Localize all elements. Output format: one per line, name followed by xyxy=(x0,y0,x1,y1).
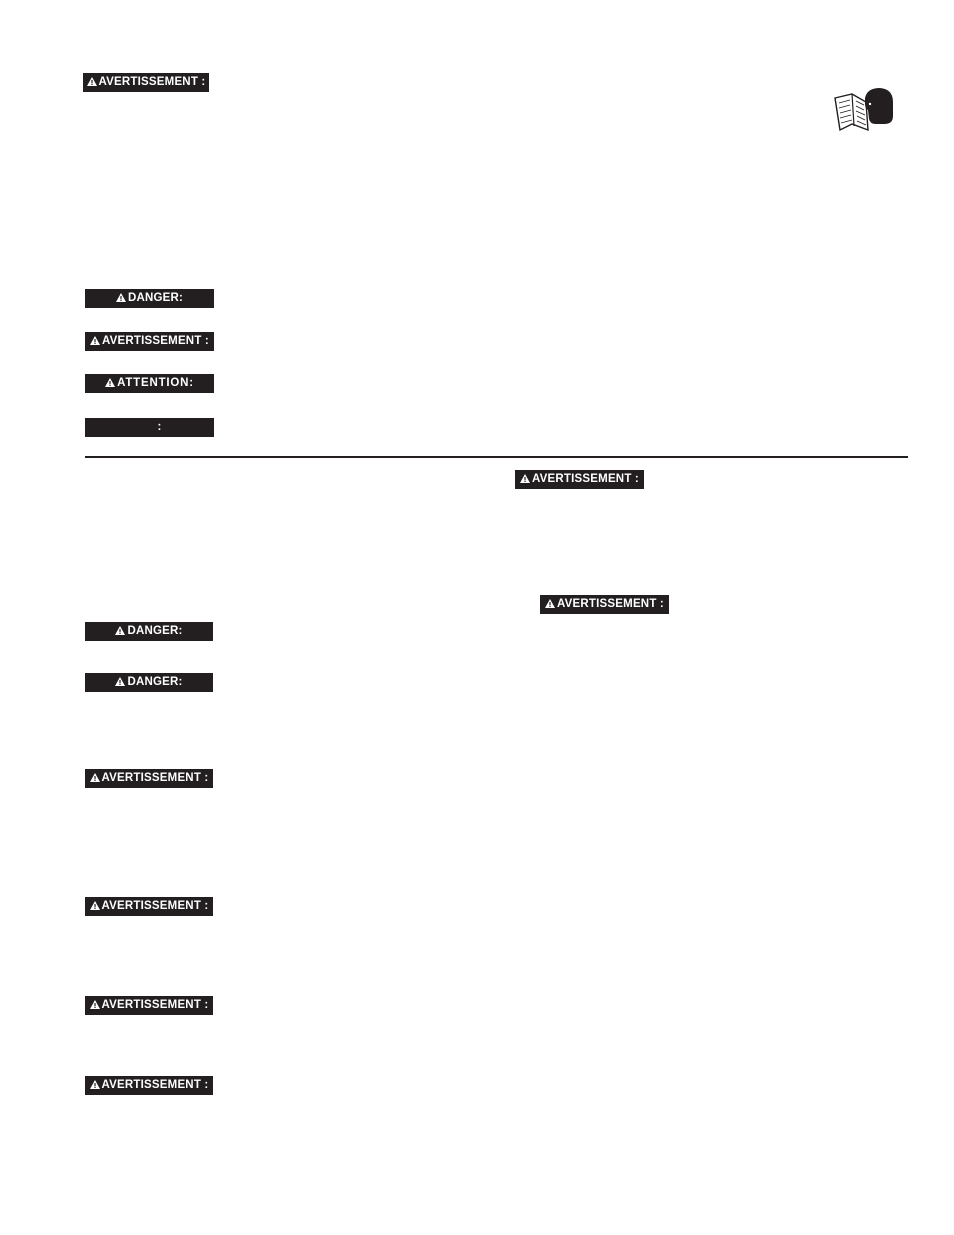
left-danger-label-2 xyxy=(85,673,213,692)
legend-warning-label xyxy=(85,332,214,351)
legend-caution-colon: : xyxy=(189,377,194,389)
legend-warning-text: AVERTISSEMENT : xyxy=(102,335,209,347)
left-danger-text-2: DANGER: xyxy=(127,676,183,688)
read-manual-icon xyxy=(832,84,896,136)
left-warning-label-3 xyxy=(85,996,213,1015)
right-warning-label-2 xyxy=(540,595,669,614)
left-warning-text-4: AVERTISSEMENT : xyxy=(101,1079,209,1091)
right-warning-label-1 xyxy=(515,470,644,489)
warning-triangle-icon xyxy=(116,293,126,302)
left-warning-text-1: AVERTISSEMENT : xyxy=(101,772,209,784)
legend-caution-text: ATTENTION xyxy=(117,377,190,389)
legend-note-label xyxy=(85,418,214,437)
warning-triangle-icon xyxy=(115,626,125,635)
warning-triangle-icon xyxy=(90,336,100,345)
warning-triangle-icon xyxy=(90,1080,100,1089)
left-danger-text-1: DANGER: xyxy=(127,625,183,637)
legend-note-text: : xyxy=(157,421,162,433)
warning-triangle-icon xyxy=(90,1000,100,1009)
section-divider xyxy=(85,456,908,458)
right-warning-text-2: AVERTISSEMENT : xyxy=(557,598,664,610)
left-danger-label-1 xyxy=(85,622,213,641)
left-warning-text-3: AVERTISSEMENT : xyxy=(101,999,209,1011)
legend-caution-label xyxy=(85,374,214,393)
top-warning-text: AVERTISSEMENT : xyxy=(98,76,206,88)
legend-danger-text: DANGER: xyxy=(127,292,184,304)
warning-triangle-icon xyxy=(105,378,115,387)
warning-triangle-icon xyxy=(545,599,555,608)
left-warning-text-2: AVERTISSEMENT : xyxy=(101,900,209,912)
warning-triangle-icon xyxy=(520,474,530,483)
warning-triangle-icon xyxy=(87,77,97,86)
warning-triangle-icon xyxy=(115,677,125,686)
legend-danger-label xyxy=(85,289,214,308)
left-warning-label-1 xyxy=(85,769,213,788)
warning-triangle-icon xyxy=(90,901,100,910)
left-warning-label-4 xyxy=(85,1076,213,1095)
warning-triangle-icon xyxy=(90,773,100,782)
right-warning-text-1: AVERTISSEMENT : xyxy=(532,473,639,485)
top-warning-label xyxy=(83,73,209,92)
left-warning-label-2 xyxy=(85,897,213,916)
